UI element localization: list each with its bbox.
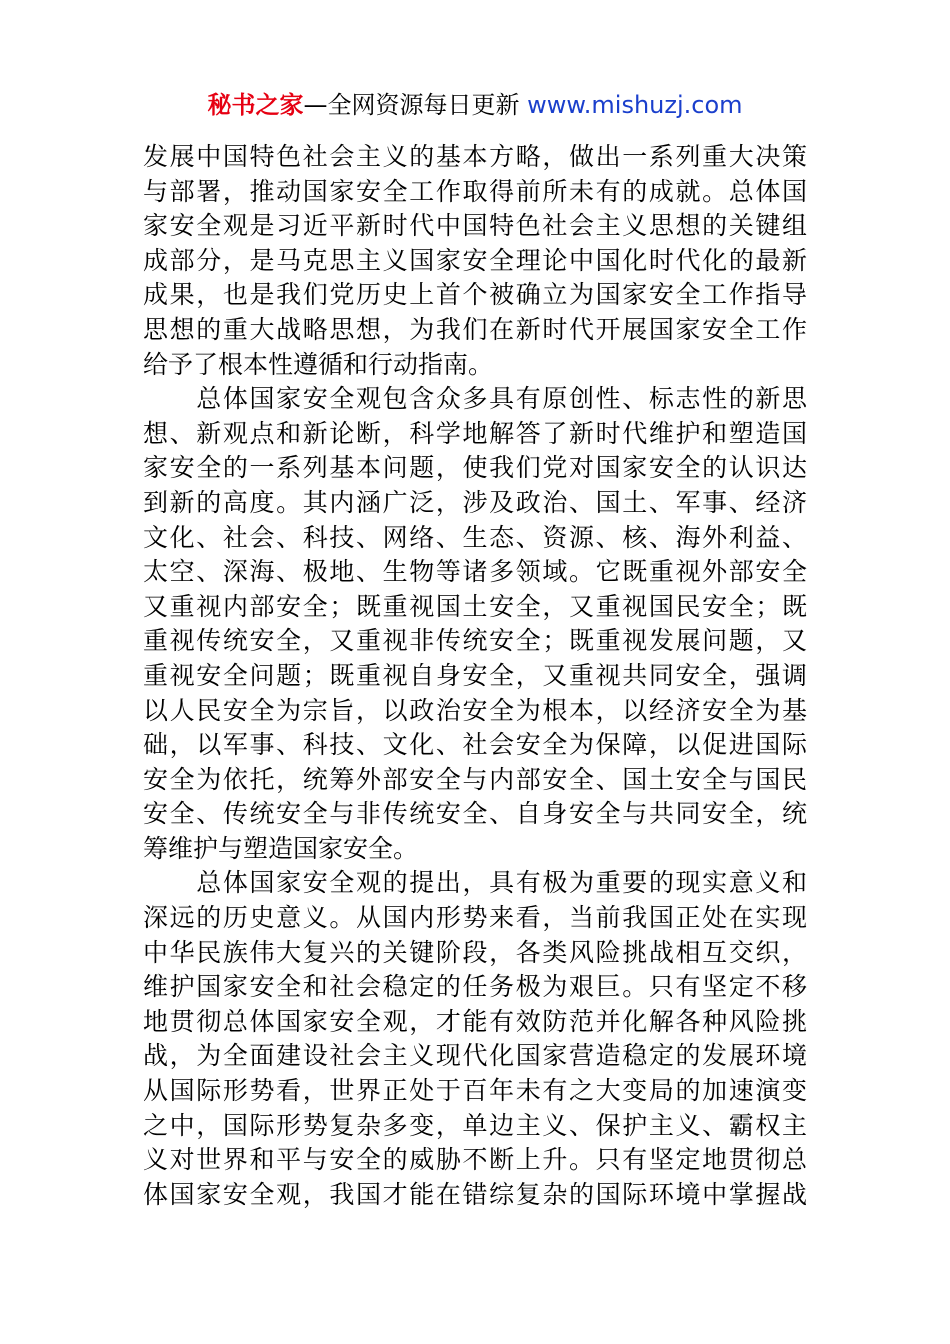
text-line: 地贯彻总体国家安全观，才能有效防范并化解各种风险挑 — [143, 1006, 807, 1036]
text-line: 战，为全面建设社会主义现代化国家营造稳定的发展环境 — [143, 1041, 807, 1071]
header-tagline: —全网资源每日更新 — [303, 91, 520, 119]
text-line: 成部分，是马克思主义国家安全理论中国化时代化的最新 — [143, 245, 807, 275]
text-line: 础，以军事、科技、文化、社会安全为保障，以促进国际 — [143, 730, 807, 760]
text-line: 以人民安全为宗旨，以政治安全为根本，以经济安全为基 — [143, 695, 807, 725]
text-line: 家安全的一系列基本问题，使我们党对国家安全的认识达 — [143, 453, 807, 483]
text-line: 之中，国际形势复杂多变，单边主义、保护主义、霸权主 — [143, 1110, 807, 1140]
text-line: 成果，也是我们党历史上首个被确立为国家安全工作指导 — [143, 280, 807, 310]
text-line: 到新的高度。其内涵广泛，涉及政治、国土、军事、经济 — [143, 487, 807, 517]
text-line: 维护国家安全和社会稳定的任务极为艰巨。只有坚定不移 — [143, 972, 807, 1002]
text-line: 重视安全问题；既重视自身安全，又重视共同安全，强调 — [143, 660, 807, 690]
text-line: 义对世界和平与安全的威胁不断上升。只有坚定地贯彻总 — [143, 1145, 807, 1175]
text-line: 思想的重大战略思想，为我们在新时代开展国家安全工作 — [143, 314, 807, 344]
text-line: 总体国家安全观包含众多具有原创性、标志性的新思 — [143, 384, 807, 414]
text-line: 从国际形势看，世界正处于百年未有之大变局的加速演变 — [143, 1076, 807, 1106]
paragraph — [143, 140, 807, 382]
text-line: 重视传统安全，又重视非传统安全；既重视发展问题，又 — [143, 626, 807, 656]
text-line: 与部署，推动国家安全工作取得前所未有的成就。总体国 — [143, 176, 807, 206]
text-line: 中华民族伟大复兴的关键阶段，各类风险挑战相互交织， — [143, 937, 807, 967]
text-line: 又重视内部安全；既重视国土安全，又重视国民安全；既 — [143, 591, 807, 621]
text-line: 家安全观是习近平新时代中国特色社会主义思想的关键组 — [143, 211, 807, 241]
text-line: 想、新观点和新论断，科学地解答了新时代维护和塑造国 — [143, 418, 807, 448]
brand-name: 秘书之家 — [207, 91, 304, 119]
document-body — [143, 140, 807, 1212]
site-url-link[interactable]: www.mishuzj.com — [527, 91, 743, 119]
site-header — [0, 88, 950, 122]
text-line: 文化、社会、科技、网络、生态、资源、核、海外利益、 — [143, 522, 807, 552]
text-line: 深远的历史意义。从国内形势来看，当前我国正处在实现 — [143, 903, 807, 933]
text-line: 发展中国特色社会主义的基本方略，做出一系列重大决策 — [143, 142, 807, 171]
text-line: 筹维护与塑造国家安全。 — [143, 833, 419, 863]
text-line: 体国家安全观，我国才能在错综复杂的国际环境中掌握战 — [143, 1179, 807, 1209]
paragraph — [143, 866, 807, 1212]
paragraph — [143, 382, 807, 866]
text-line: 给予了根本性遵循和行动指南。 — [143, 349, 494, 379]
text-line: 太空、深海、极地、生物等诸多领域。它既重视外部安全 — [143, 557, 807, 587]
text-line: 总体国家安全观的提出，具有极为重要的现实意义和 — [143, 868, 807, 898]
text-line: 安全为依托，统筹外部安全与内部安全、国土安全与国民 — [143, 764, 807, 794]
text-line: 安全、传统安全与非传统安全、自身安全与共同安全，统 — [143, 799, 807, 829]
